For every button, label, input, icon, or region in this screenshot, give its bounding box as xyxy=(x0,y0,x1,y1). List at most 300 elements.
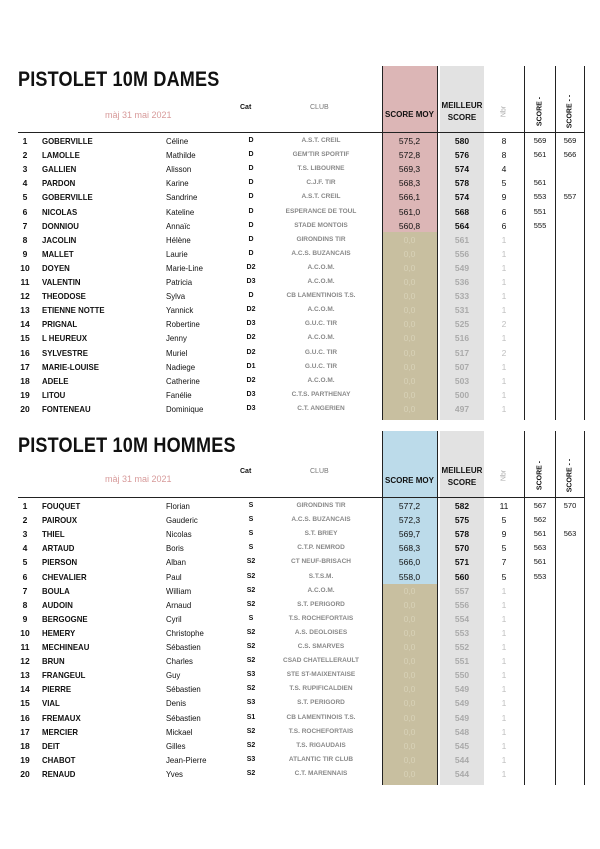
club-cell: GIRONDINS TIR xyxy=(296,502,346,509)
rank-cell: 13 xyxy=(20,305,30,316)
club-cell: T.S. ROCHEFORTAIS xyxy=(288,614,354,622)
first-name-cell: Marie-Line xyxy=(166,262,203,273)
club-cell: C.T.P. NEMROD xyxy=(297,544,345,552)
last-name-cell: VIAL xyxy=(42,698,60,709)
club-cell: ESPERANCE DE TOUL xyxy=(285,207,357,215)
rank-cell: 15 xyxy=(20,333,30,344)
count-cell: 1 xyxy=(501,670,507,681)
category-cell: S2 xyxy=(246,572,256,580)
table-row xyxy=(0,317,600,331)
last-name-cell: THIEL xyxy=(42,529,65,540)
table-row xyxy=(0,360,600,374)
last-name-cell: MARIE-LOUISE xyxy=(42,361,99,372)
category-cell: D xyxy=(248,193,254,201)
last-name-cell: ARTAUD xyxy=(42,543,75,554)
rank-cell: 18 xyxy=(20,375,30,386)
best-score-cell: 517 xyxy=(454,347,470,358)
first-name-cell: Arnaud xyxy=(166,599,192,610)
score-moy-cell: 569,7 xyxy=(398,529,421,540)
club-cell: STE ST-MAIXENTAISE xyxy=(286,671,356,679)
category-cell: D1 xyxy=(246,362,256,370)
header-score-a: SCORE - xyxy=(536,96,544,127)
score-a-cell: 561 xyxy=(533,557,547,567)
category-cell: D xyxy=(248,292,254,300)
count-cell: 4 xyxy=(501,164,507,175)
count-cell: 1 xyxy=(501,698,507,709)
club-cell: CB LAMENTINOIS T.S. xyxy=(286,292,356,300)
rank-cell: 10 xyxy=(20,262,30,273)
update-date: màj 31 mai 2021 xyxy=(105,110,172,120)
table-row xyxy=(0,753,600,767)
category-cell: D xyxy=(248,151,254,159)
count-cell: 1 xyxy=(501,656,507,667)
first-name-cell: Sandrine xyxy=(166,192,198,203)
category-cell: D xyxy=(248,221,254,229)
category-cell: D3 xyxy=(246,278,256,285)
best-score-cell: 500 xyxy=(454,389,470,400)
score-moy-cell: 0,0 xyxy=(403,403,416,414)
count-cell: 1 xyxy=(501,248,507,259)
table-row xyxy=(0,176,600,190)
club-cell: A.C.O.M. xyxy=(307,334,335,342)
header-score: SCORE xyxy=(447,478,477,487)
best-score-cell: 561 xyxy=(454,234,470,245)
score-moy-cell: 577,2 xyxy=(398,501,421,511)
best-score-cell: 549 xyxy=(454,262,470,273)
count-cell: 5 xyxy=(501,178,507,189)
score-a-cell: 562 xyxy=(533,515,547,525)
score-a-cell: 561 xyxy=(533,529,547,539)
count-cell: 11 xyxy=(499,501,509,511)
last-name-cell: LAMOLLE xyxy=(42,150,80,161)
table-row xyxy=(0,570,600,584)
category-cell: S2 xyxy=(246,741,256,749)
category-cell: S2 xyxy=(246,558,256,566)
table-row xyxy=(0,612,600,626)
rank-cell: 8 xyxy=(22,599,28,610)
count-cell: 5 xyxy=(501,571,507,582)
best-score-cell: 536 xyxy=(454,277,470,287)
best-score-cell: 556 xyxy=(454,599,470,610)
score-moy-cell: 0,0 xyxy=(403,361,416,372)
club-cell: G.U.C. TIR xyxy=(304,348,338,356)
first-name-cell: Denis xyxy=(166,698,186,709)
club-cell: G.U.C. TIR xyxy=(304,320,338,328)
rank-cell: 11 xyxy=(20,277,30,287)
club-cell: C.T. ANGERIEN xyxy=(297,404,345,412)
first-name-cell: Kateline xyxy=(166,206,195,217)
rank-cell: 18 xyxy=(20,740,30,751)
score-a-cell: 555 xyxy=(533,220,547,230)
club-cell: T.S. LIBOURNE xyxy=(297,165,345,173)
count-cell: 8 xyxy=(501,150,507,161)
category-cell: S3 xyxy=(246,671,256,679)
table-row xyxy=(0,767,600,781)
count-cell: 1 xyxy=(501,585,507,596)
rank-cell: 3 xyxy=(22,164,28,175)
score-b-cell: 563 xyxy=(563,529,577,539)
category-cell: S2 xyxy=(246,586,256,594)
table-row xyxy=(0,346,600,360)
score-moy-cell: 0,0 xyxy=(403,319,416,330)
count-cell: 1 xyxy=(501,277,507,287)
rank-cell: 2 xyxy=(22,515,28,526)
best-score-cell: 564 xyxy=(454,220,470,231)
table-row xyxy=(0,219,600,233)
best-score-cell: 568 xyxy=(454,206,470,217)
score-moy-cell: 572,3 xyxy=(398,515,421,526)
score-moy-cell: 572,8 xyxy=(398,150,421,161)
category-cell: S xyxy=(248,516,254,524)
count-cell: 1 xyxy=(501,361,507,372)
score-a-cell: 561 xyxy=(533,178,547,188)
first-name-cell: Dominique xyxy=(166,403,204,414)
rank-cell: 5 xyxy=(22,192,28,203)
header-rule xyxy=(18,497,585,498)
best-score-cell: 549 xyxy=(454,698,470,709)
count-cell: 1 xyxy=(501,768,507,779)
first-name-cell: Boris xyxy=(166,543,184,554)
best-score-cell: 578 xyxy=(454,178,470,189)
score-moy-cell: 0,0 xyxy=(403,684,416,695)
count-cell: 1 xyxy=(501,740,507,751)
club-cell: A.C.O.M. xyxy=(307,586,335,594)
last-name-cell: PIERSON xyxy=(42,557,78,568)
first-name-cell: Jean-Pierre xyxy=(166,754,207,765)
rank-cell: 2 xyxy=(22,150,28,161)
rank-cell: 9 xyxy=(22,613,28,624)
club-cell: T.S. RIGAUDAIS xyxy=(296,741,346,749)
first-name-cell: Nadiege xyxy=(166,361,196,372)
category-cell: S3 xyxy=(246,699,256,707)
last-name-cell: ADELE xyxy=(42,375,69,386)
count-cell: 1 xyxy=(501,754,507,765)
score-a-cell: 561 xyxy=(533,150,547,160)
club-cell: A.S.T. CREIL xyxy=(301,193,341,201)
header-score-b: SCORE - - xyxy=(566,458,574,493)
best-score-cell: 549 xyxy=(454,684,470,695)
count-cell: 2 xyxy=(501,347,507,358)
club-cell: C.J.F. TIR xyxy=(306,179,336,187)
score-moy-cell: 0,0 xyxy=(403,740,416,751)
best-score-cell: 571 xyxy=(454,557,470,568)
last-name-cell: LITOU xyxy=(42,389,66,400)
count-cell: 1 xyxy=(501,389,507,400)
count-cell: 1 xyxy=(501,599,507,610)
table-row xyxy=(0,303,600,317)
count-cell: 1 xyxy=(501,613,507,624)
category-cell: S xyxy=(248,502,254,509)
last-name-cell: NICOLAS xyxy=(42,206,78,217)
club-cell: GIRONDINS TIR xyxy=(296,235,346,243)
score-a-cell: 567 xyxy=(533,501,547,510)
last-name-cell: DEIT xyxy=(42,740,60,751)
score-moy-cell: 0,0 xyxy=(403,585,416,596)
last-name-cell: L HEUREUX xyxy=(42,333,88,344)
count-cell: 1 xyxy=(501,262,507,273)
first-name-cell: Paul xyxy=(166,571,182,582)
first-name-cell: Laurie xyxy=(166,248,188,259)
club-cell: GEM'TIR SPORTIF xyxy=(292,151,350,159)
table-row xyxy=(0,682,600,696)
category-cell: D2 xyxy=(246,334,256,342)
rank-cell: 14 xyxy=(20,684,30,695)
best-score-cell: 574 xyxy=(454,164,470,175)
score-moy-cell: 575,2 xyxy=(398,136,421,146)
category-cell: S2 xyxy=(246,600,256,608)
first-name-cell: Annaïc xyxy=(166,220,191,231)
first-name-cell: Sébastien xyxy=(166,712,201,723)
score-moy-cell: 566,1 xyxy=(398,192,421,203)
score-b-cell: 566 xyxy=(563,150,577,160)
header-score-moy: SCORE MOY xyxy=(385,476,434,485)
club-cell: A.C.O.M. xyxy=(307,306,335,314)
table-row xyxy=(0,711,600,725)
count-cell: 1 xyxy=(501,333,507,344)
score-moy-cell: 0,0 xyxy=(403,347,416,358)
table-row xyxy=(0,233,600,247)
category-cell: D2 xyxy=(246,348,256,356)
score-moy-cell: 0,0 xyxy=(403,656,416,667)
last-name-cell: GOBERVILLE xyxy=(42,136,93,146)
count-cell: 1 xyxy=(501,712,507,723)
best-score-cell: 545 xyxy=(454,740,470,751)
rank-cell: 1 xyxy=(22,501,28,511)
table-row xyxy=(0,555,600,569)
header-meilleur: MEILLEUR xyxy=(441,101,483,110)
club-cell: S.T.S.M. xyxy=(308,572,334,580)
table-row xyxy=(0,640,600,654)
rank-cell: 7 xyxy=(22,220,28,231)
last-name-cell: SYLVESTRE xyxy=(42,347,88,358)
rank-cell: 14 xyxy=(20,319,30,330)
first-name-cell: Mathilde xyxy=(166,150,196,161)
first-name-cell: Christophe xyxy=(166,627,204,638)
category-cell: D xyxy=(248,235,254,243)
table-row xyxy=(0,374,600,388)
first-name-cell: Sébastien xyxy=(166,642,201,652)
last-name-cell: GALLIEN xyxy=(42,164,77,175)
last-name-cell: AUDOIN xyxy=(42,599,73,610)
club-cell: S.T. PERIGORD xyxy=(297,600,345,608)
score-a-cell: 553 xyxy=(533,192,547,202)
table-row xyxy=(0,148,600,162)
score-a-cell: 563 xyxy=(533,543,547,553)
category-cell: D xyxy=(248,165,254,173)
table-row xyxy=(0,388,600,402)
header-cat: Cat xyxy=(240,468,252,475)
last-name-cell: JACOLIN xyxy=(42,234,77,245)
count-cell: 1 xyxy=(501,627,507,638)
header-nbr: Nbr xyxy=(500,105,508,118)
table-row xyxy=(0,499,600,513)
last-name-cell: ETIENNE NOTTE xyxy=(42,305,105,316)
count-cell: 6 xyxy=(501,206,507,217)
table-row xyxy=(0,205,600,219)
score-moy-cell: 566,0 xyxy=(398,557,421,568)
score-moy-cell: 0,0 xyxy=(403,768,416,779)
section-title: PISTOLET 10M DAMES xyxy=(18,68,220,91)
category-cell: S1 xyxy=(246,713,256,721)
category-cell: D2 xyxy=(246,376,256,384)
rank-cell: 12 xyxy=(20,656,30,667)
table-row xyxy=(0,261,600,275)
rank-cell: 12 xyxy=(20,291,30,302)
club-cell: STADE MONTOIS xyxy=(294,221,348,229)
first-name-cell: Yannick xyxy=(166,305,194,316)
club-cell: S.T. PERIGORD xyxy=(297,699,345,707)
category-cell: D xyxy=(248,249,254,257)
category-cell: S2 xyxy=(246,657,256,665)
best-score-cell: 582 xyxy=(454,501,470,511)
rank-cell: 1 xyxy=(22,136,28,146)
score-b-cell: 557 xyxy=(563,192,577,202)
last-name-cell: BOULA xyxy=(42,585,70,596)
category-cell: D3 xyxy=(246,390,256,398)
category-cell: D3 xyxy=(246,404,256,412)
last-name-cell: BERGOGNE xyxy=(42,613,88,624)
score-moy-cell: 0,0 xyxy=(403,291,416,302)
best-score-cell: 525 xyxy=(454,319,470,330)
first-name-cell: Fanélie xyxy=(166,389,192,400)
score-moy-cell: 0,0 xyxy=(403,234,416,245)
club-cell: C.T. MARENNAIS xyxy=(294,769,348,777)
last-name-cell: MECHINEAU xyxy=(42,642,90,652)
last-name-cell: VALENTIN xyxy=(42,277,81,287)
count-cell: 1 xyxy=(501,684,507,695)
count-cell: 1 xyxy=(501,642,507,652)
score-a-cell: 569 xyxy=(533,136,547,145)
header-score-a: SCORE - xyxy=(536,460,544,491)
club-cell: T.S. RUPIFICALDIEN xyxy=(289,685,353,693)
last-name-cell: CHABOT xyxy=(42,754,76,765)
count-cell: 8 xyxy=(501,136,507,146)
count-cell: 1 xyxy=(501,305,507,316)
table-row xyxy=(0,725,600,739)
score-moy-cell: 558,0 xyxy=(398,571,421,582)
score-moy-cell: 560,8 xyxy=(398,220,421,231)
table-row xyxy=(0,247,600,261)
club-cell: CB LAMENTINOIS T.S. xyxy=(286,713,356,721)
score-moy-cell: 0,0 xyxy=(403,670,416,681)
first-name-cell: Gilles xyxy=(166,740,186,751)
last-name-cell: BRUN xyxy=(42,656,65,667)
first-name-cell: Gauderic xyxy=(166,515,198,526)
rank-cell: 3 xyxy=(22,529,28,540)
rank-cell: 6 xyxy=(22,571,28,582)
header-meilleur-score xyxy=(440,100,484,124)
header-score-moy: SCORE MOY xyxy=(385,110,434,119)
score-moy-cell: 0,0 xyxy=(403,712,416,723)
first-name-cell: Sylva xyxy=(166,291,186,302)
score-moy-cell: 0,0 xyxy=(403,599,416,610)
club-cell: A.S. DEOLOISES xyxy=(294,628,348,636)
rank-cell: 9 xyxy=(22,248,28,259)
first-name-cell: Cyril xyxy=(166,613,182,624)
count-cell: 5 xyxy=(501,543,507,554)
first-name-cell: Mickael xyxy=(166,726,193,737)
score-a-cell: 551 xyxy=(533,206,547,216)
club-cell: G.U.C. TIR xyxy=(304,362,338,370)
category-cell: S2 xyxy=(246,769,256,777)
best-score-cell: 554 xyxy=(454,613,470,624)
first-name-cell: Muriel xyxy=(166,347,188,358)
count-cell: 1 xyxy=(501,291,507,302)
count-cell: 1 xyxy=(501,403,507,414)
score-moy-cell: 0,0 xyxy=(403,375,416,386)
first-name-cell: Karine xyxy=(166,178,189,189)
table-row xyxy=(0,134,600,148)
category-cell: S3 xyxy=(246,755,256,763)
table-row xyxy=(0,668,600,682)
club-cell: A.C.O.M. xyxy=(307,278,335,285)
club-cell: C.T.S. PARTHENAY xyxy=(291,390,351,398)
table-row xyxy=(0,331,600,345)
count-cell: 2 xyxy=(501,319,507,330)
score-moy-cell: 568,3 xyxy=(398,178,421,189)
category-cell: S2 xyxy=(246,727,256,735)
last-name-cell: FRANGEUL xyxy=(42,670,86,681)
header-cat: Cat xyxy=(240,104,252,111)
first-name-cell: Yves xyxy=(166,768,183,779)
header-club: CLUB xyxy=(310,104,329,111)
table-row xyxy=(0,513,600,527)
header-meilleur-score xyxy=(440,465,484,489)
best-score-cell: 557 xyxy=(454,585,470,596)
best-score-cell: 503 xyxy=(454,375,470,386)
best-score-cell: 570 xyxy=(454,543,470,554)
score-moy-cell: 0,0 xyxy=(403,613,416,624)
best-score-cell: 544 xyxy=(454,768,470,779)
first-name-cell: Hélène xyxy=(166,234,191,245)
score-moy-cell: 0,0 xyxy=(403,305,416,316)
count-cell: 9 xyxy=(501,192,507,203)
club-cell: A.C.S. BUZANCAIS xyxy=(291,249,351,257)
best-score-cell: 553 xyxy=(454,627,470,638)
last-name-cell: PIERRE xyxy=(42,684,72,695)
last-name-cell: GOBERVILLE xyxy=(42,192,93,203)
last-name-cell: CHEVALIER xyxy=(42,571,87,582)
club-cell: CT NEUF-BRISACH xyxy=(291,558,351,566)
rank-cell: 17 xyxy=(20,726,30,737)
table-row xyxy=(0,696,600,710)
count-cell: 1 xyxy=(501,726,507,737)
last-name-cell: HEMERY xyxy=(42,627,76,638)
score-moy-cell: 0,0 xyxy=(403,248,416,259)
first-name-cell: Catherine xyxy=(166,375,200,386)
score-moy-cell: 0,0 xyxy=(403,726,416,737)
best-score-cell: 580 xyxy=(454,136,470,146)
score-moy-cell: 0,0 xyxy=(403,333,416,344)
score-moy-cell: 561,0 xyxy=(398,206,421,217)
table-row xyxy=(0,584,600,598)
best-score-cell: 516 xyxy=(454,333,470,344)
best-score-cell: 575 xyxy=(454,515,470,526)
first-name-cell: Jenny xyxy=(166,333,187,344)
rank-cell: 17 xyxy=(20,361,30,372)
first-name-cell: Céline xyxy=(166,136,189,146)
score-moy-cell: 0,0 xyxy=(403,642,416,652)
table-row xyxy=(0,275,600,289)
count-cell: 5 xyxy=(501,515,507,526)
score-moy-cell: 569,3 xyxy=(398,164,421,175)
best-score-cell: 548 xyxy=(454,726,470,737)
last-name-cell: PAIROUX xyxy=(42,515,78,526)
best-score-cell: 507 xyxy=(454,361,470,372)
last-name-cell: FREMAUX xyxy=(42,712,81,723)
category-cell: S xyxy=(248,530,254,538)
first-name-cell: Charles xyxy=(166,656,193,667)
